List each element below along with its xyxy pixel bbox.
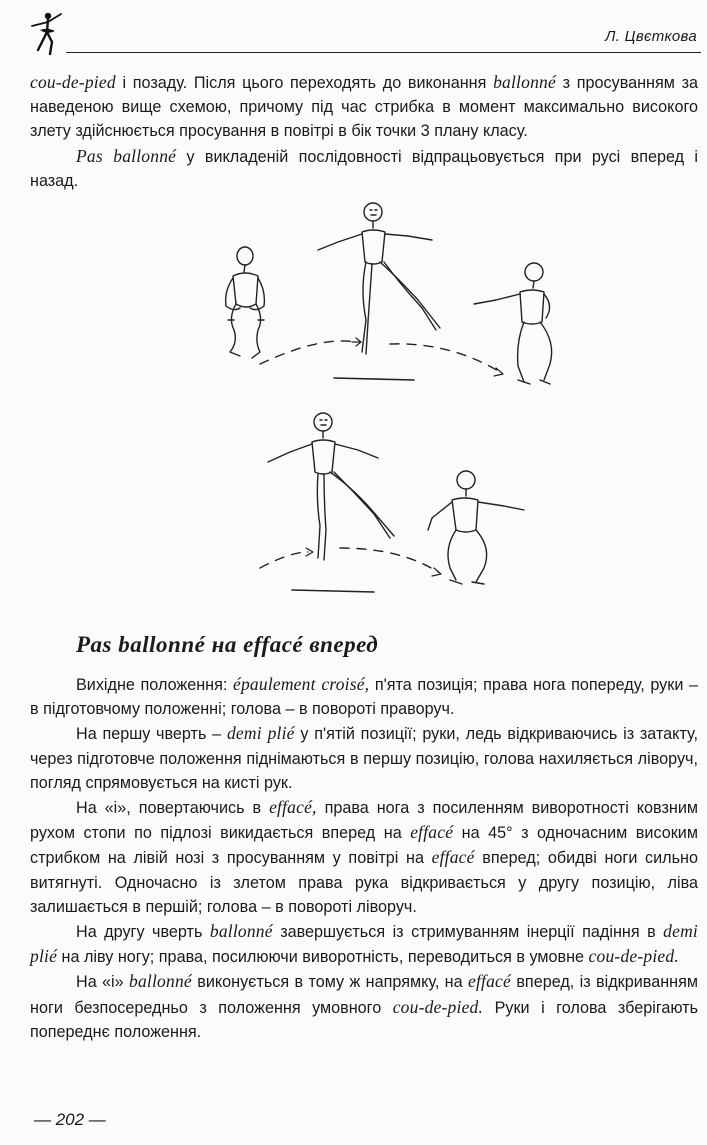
page-number: — 202 — bbox=[34, 1110, 106, 1129]
page-header bbox=[0, 0, 707, 70]
section-paragraph-5 bbox=[30, 969, 698, 1044]
intro-text bbox=[30, 70, 698, 193]
text-run: На «і» bbox=[76, 973, 130, 992]
text-run: і позаду. Після цього переходять до виконання bbox=[115, 74, 494, 92]
term-epaulement-croise: épaulement croisé, bbox=[233, 674, 370, 694]
term-demi-plie: demi plié bbox=[30, 921, 698, 967]
text-run: На першу чверть – bbox=[76, 725, 227, 744]
text-run: виконується в тому ж напрямку, на bbox=[191, 973, 468, 992]
header-rule bbox=[66, 52, 701, 53]
text-run: з просуванням за наведеною вище схемою, причому під час стрибка в момент максимально високого злету здійснюється просування в повітрі в бік точки 3 плану класу. bbox=[30, 74, 698, 141]
term-cou-de-pied: cou-de-pied. bbox=[392, 996, 484, 1017]
section-body bbox=[30, 672, 698, 1044]
term-ballonne: ballonné bbox=[209, 921, 273, 942]
text-run: На другу чверть bbox=[76, 923, 210, 942]
text-run: вперед; обидві ноги сильно витягнуті. Одночасно із злетом права рука відкривається у другу позицію, ліва залишається в першій; голова – в повороті ліворуч. bbox=[30, 849, 698, 916]
text-run: п'ята позиція; права нога попереду, руки – в підготовчому положенні; голова – в повороті праворуч. bbox=[30, 676, 698, 719]
ballerina-logo-icon bbox=[26, 10, 68, 56]
intro-paragraph-1 bbox=[30, 70, 698, 144]
section-paragraph-3 bbox=[30, 795, 698, 919]
term-cou-de-pied: cou-de-pied bbox=[30, 72, 116, 92]
dancer-figure-2 bbox=[318, 203, 440, 354]
term-ballonne: ballonné bbox=[129, 971, 192, 992]
term-efface: effacé bbox=[467, 971, 511, 992]
section-paragraph-4 bbox=[30, 919, 698, 969]
term-cou-de-pied: cou-de-pied. bbox=[588, 946, 679, 967]
intro-paragraph-2 bbox=[30, 144, 698, 193]
section-paragraph-1 bbox=[30, 672, 698, 721]
term-ballonne: ballonné bbox=[493, 72, 556, 92]
text-run: у п'ятій позиції; руки, ледь відкриваючись із затакту, через підготовче положення піднімаються в першу позицію, голова нахиляється ліворуч, погляд спрямовується на кисті рук. bbox=[30, 725, 699, 792]
term-efface: effacé bbox=[410, 822, 454, 843]
term-efface: effacé, bbox=[269, 797, 317, 818]
text-run: Руки і голова зберігають попереднє положення. bbox=[30, 998, 698, 1041]
dancer-figure-1 bbox=[226, 247, 265, 358]
text-run: права нога з посиленням виворотності ковзним рухом стопи по підлозі викидається вперед на bbox=[30, 799, 698, 843]
ballet-dancers-illustration bbox=[200, 196, 580, 606]
term-pas-ballonne: Pas ballonné bbox=[76, 145, 177, 166]
text-run: завершується із стримуванням інерції падіння в bbox=[272, 923, 664, 942]
dancer-figure-5 bbox=[428, 471, 524, 584]
section-title: Pas ballonné на effacé вперед bbox=[76, 632, 379, 657]
text-run: у викладеній послідовності відпрацьовується при русі вперед і назад. bbox=[30, 147, 698, 190]
term-efface: effacé bbox=[431, 847, 475, 868]
dancer-figure-4 bbox=[268, 413, 394, 560]
text-run: На «і», повертаючись в bbox=[76, 799, 270, 818]
text-run: Вихідне положення: bbox=[76, 676, 233, 694]
text-run: вперед, із відкриванням ноги безпосередньо з положення умовного bbox=[30, 973, 698, 1017]
section-paragraph-2 bbox=[30, 721, 698, 795]
dancer-figure-3 bbox=[474, 263, 552, 384]
text-run: на ліву ногу; права, посилюючи виворотність, переводиться в умовне bbox=[57, 948, 589, 967]
term-demi-plie: demi plié bbox=[226, 723, 295, 744]
text-run: на 45° з одночасним високим стрибком на лівій нозі з просуванням у повітрі на bbox=[30, 824, 698, 868]
running-header-author: Л. Цвєткова bbox=[605, 28, 697, 45]
